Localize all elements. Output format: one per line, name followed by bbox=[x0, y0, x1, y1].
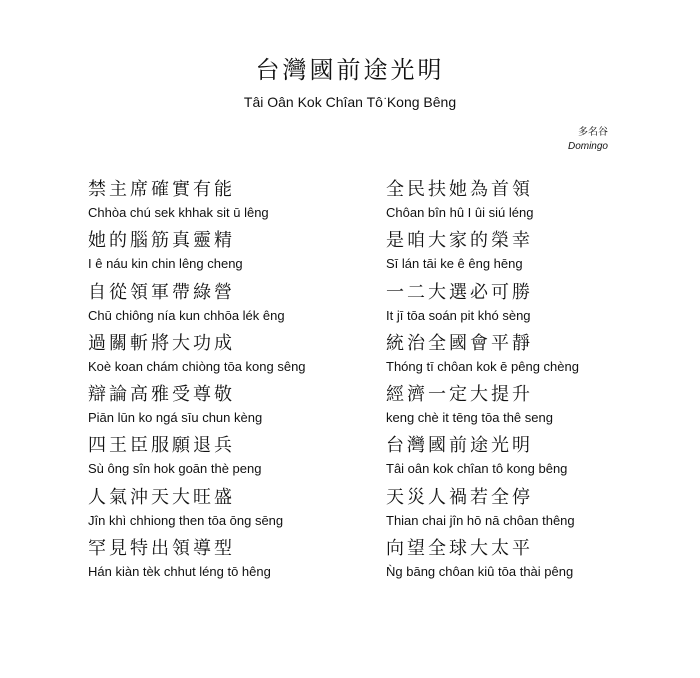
verse-romanized-line: Thian chai jîn hō nā chôan thêng bbox=[386, 512, 575, 528]
verse bbox=[386, 433, 686, 484]
verse-han-line: 台灣國前途光明 bbox=[386, 435, 533, 457]
verse-han-line: 一二大選必可勝 bbox=[386, 281, 533, 303]
verse bbox=[88, 382, 388, 433]
verse-han-line: 罕見特出領導型 bbox=[88, 538, 235, 560]
verse-han-line: 向望全球大太平 bbox=[386, 538, 533, 560]
verse-romanized-line: Hán kiàn tèk chhut léng tō hêng bbox=[88, 564, 271, 580]
verse-romanized-line: Tâi oân kok chîan tô kong bêng bbox=[386, 461, 568, 477]
verse bbox=[386, 382, 686, 433]
poem-title: 台灣國前途光明 bbox=[255, 56, 445, 84]
verse-romanized-line: Piān lūn ko ngá sīu chun kèng bbox=[88, 410, 263, 426]
verse bbox=[88, 280, 388, 331]
verse-han-line: 經濟一定大提升 bbox=[386, 384, 533, 406]
verse-romanized-line: Ǹg bāng chôan kiû tōa thài pêng bbox=[386, 564, 574, 580]
verse-romanized-line: Sù ông sîn hok goān thè peng bbox=[88, 461, 262, 477]
verse bbox=[88, 331, 388, 382]
verse bbox=[88, 433, 388, 484]
verse-han-line: 自從領軍帶綠營 bbox=[88, 281, 235, 303]
verse-romanized-line: I ê náu kin chin lêng cheng bbox=[88, 256, 243, 272]
author-name-han: 多名谷 bbox=[578, 127, 608, 138]
verse-han-line: 她的腦筋真靈精 bbox=[88, 230, 235, 252]
verse-han-line: 是咱大家的榮幸 bbox=[386, 230, 533, 252]
verse bbox=[386, 536, 686, 587]
verse-han-line: 統治全國會平靜 bbox=[386, 332, 533, 354]
author-name-roman: Domingo bbox=[567, 141, 608, 152]
verse bbox=[88, 485, 388, 536]
verse-han-line: 四王臣服願退兵 bbox=[88, 435, 235, 457]
verse bbox=[386, 485, 686, 536]
verse-romanized-line: Koè koan chám chiòng tōa kong sêng bbox=[88, 358, 306, 374]
verse-han-line: 天災人禍若全停 bbox=[386, 486, 533, 508]
verse bbox=[386, 177, 686, 228]
verse-romanized-line: Sī lán tāi ke ê êng hēng bbox=[386, 256, 523, 272]
verse-romanized-line: Chhòa chú sek khhak sit ū lêng bbox=[88, 205, 269, 220]
verse bbox=[88, 177, 388, 228]
verse bbox=[386, 280, 686, 331]
verse-romanized-line: Chôan bîn hû I ûi siú léng bbox=[386, 205, 534, 220]
author-block bbox=[568, 126, 608, 154]
verse bbox=[88, 228, 388, 279]
verse-romanized-line: It jī tōa soán pit khó sèng bbox=[386, 307, 531, 323]
verse bbox=[88, 536, 388, 587]
verse-romanized-line: Thóng tī chôan kok ē pêng chèng bbox=[386, 358, 579, 374]
verse-han-line: 辯論高雅受尊敬 bbox=[88, 384, 235, 406]
verse-han-line: 禁主席確實有能 bbox=[88, 179, 235, 200]
verse bbox=[386, 331, 686, 382]
verse-han-line: 過關斬將大功成 bbox=[88, 332, 235, 354]
verse-romanized-line: keng chè it tēng tōa thê seng bbox=[386, 410, 553, 426]
verse-romanized-line: Jîn khì chhiong then tōa ōng sēng bbox=[88, 512, 284, 528]
left-stanza-column bbox=[88, 177, 388, 587]
poem-subtitle-romanization: Tâi Oân Kok Chîan Tô͘ Kong Bêng bbox=[243, 94, 457, 110]
verse-han-line: 人氣沖天大旺盛 bbox=[88, 486, 235, 508]
verse-han-line: 全民扶她為首領 bbox=[386, 179, 533, 200]
right-stanza-column bbox=[386, 177, 686, 587]
verse-romanized-line: Chū chiông nía kun chhōa lék êng bbox=[88, 307, 285, 323]
verse bbox=[386, 228, 686, 279]
